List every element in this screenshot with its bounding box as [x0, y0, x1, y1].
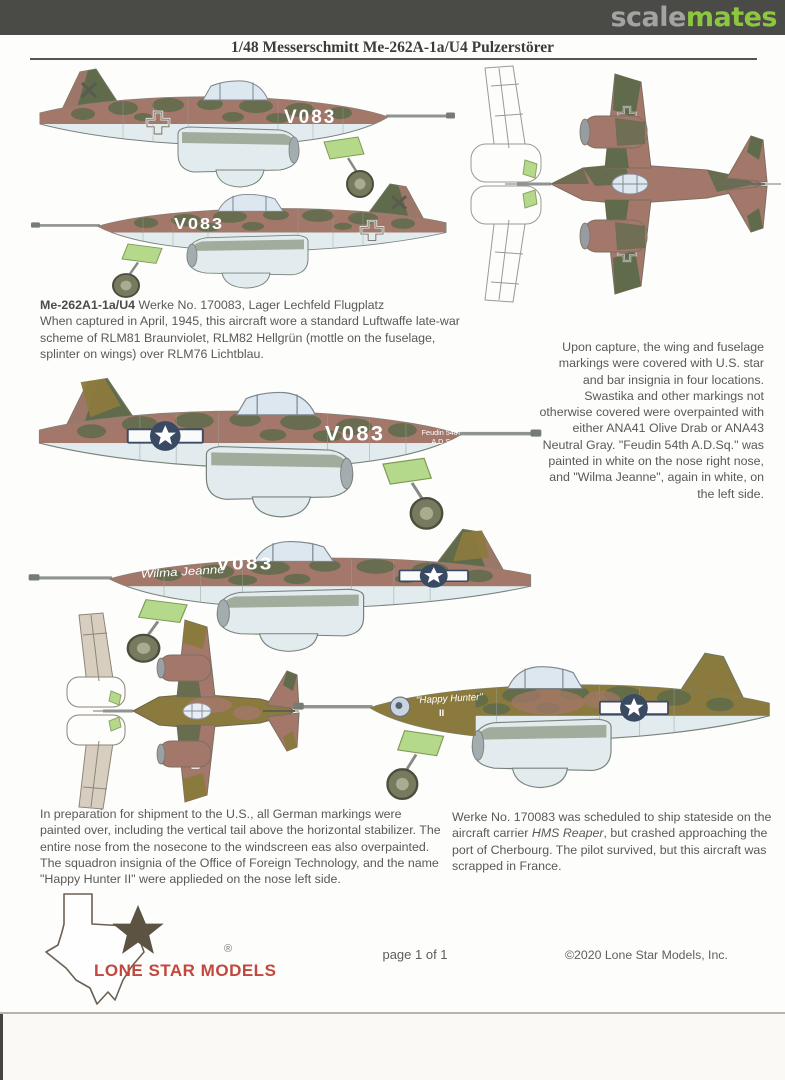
outline-wing-drawing-upper — [67, 613, 125, 707]
nose-script-name: "Happy Hunter" — [415, 691, 484, 707]
brand-part-green: mates — [685, 2, 777, 33]
logo-text: LONE STAR MODELS — [94, 961, 277, 980]
nose-script-name: Wilma Jeanne — [140, 562, 226, 581]
nose-cannon — [103, 710, 133, 713]
watermark-banner — [0, 0, 785, 35]
code-marking: V083 — [324, 421, 386, 446]
copyright-text: ©2020 Lone Star Models, Inc. — [565, 948, 728, 962]
ship-name: HMS Reaper — [531, 826, 604, 841]
intro-paragraph — [40, 297, 470, 362]
code-marking: V083 — [216, 554, 274, 575]
profile-view-german-right-side — [28, 176, 458, 304]
texas-outline-icon — [46, 894, 144, 1004]
plan-view-aircraft — [505, 74, 781, 294]
outline-wing-drawing-lower — [67, 715, 125, 809]
profile-view-happy-hunter — [290, 643, 783, 808]
engine-nacelle-lower — [159, 741, 211, 767]
nose-cannon — [517, 183, 551, 186]
code-marking: V083 — [284, 107, 337, 128]
registered-mark: ® — [224, 943, 233, 955]
page-title: 1/48 Messerschmitt Me-262A-1a/U4 Pulzerstörer — [231, 39, 554, 56]
nose-text-line2: A.D.Sq. — [431, 438, 457, 447]
scan-left-edge — [0, 1014, 3, 1080]
engine-nacelle-upper — [159, 655, 211, 681]
top-view-german-camo — [455, 56, 785, 311]
top-view-overpainted — [55, 605, 300, 820]
plan-view-aircraft — [93, 620, 299, 802]
code-marking: V083 — [174, 214, 225, 233]
intro-body: When captured in April, 1945, this aircraft wore a standard Luftwaffe late-war scheme of RLM81 Braunviolet, RLM82 Hellgrün (mottle on the fuselage, splinter on wings) over RLM76 Lichtblau. — [40, 314, 460, 361]
aircraft-designation: Me-262A1-1a/U4 — [40, 298, 136, 312]
brand-part-gray: scale — [610, 2, 686, 33]
profile-view-us-left-side — [25, 368, 545, 538]
page-number: page 1 of 1 — [382, 947, 448, 962]
shipment-notes: In preparation for shipment to the U.S., all German markings were painted over, including the vertical tail above the horizontal stabilizer. The entire nose from the nosecone to the windscreen eas also overpainted. The squadron insignia of the Office of Foreign Technology, and the name "Happy Hunter II" were applieded on the nose left side. — [40, 807, 441, 887]
capture-notes: Upon capture, the wing and fuselage markings were covered with U.S. star and bar insignia in four locations. Swastika and other markings not otherwise covered were overpainted with either ANA41 Olive Drab or ANA43 Neutral Gray. "Feudin 54th A.D.Sq." was painted in white on the nose right nose, and "Wilma Jeanne", again in white, on the left side. — [539, 340, 764, 501]
nose-text-line1: Feudin 54th — [421, 428, 460, 437]
intro-lead-line: Me-262A1-1a/U4 Werke No. 170083, Lager Lechfeld Flugplatz — [40, 298, 385, 312]
scan-bottom-area — [0, 1014, 785, 1080]
nose-numeral: II — [439, 707, 445, 718]
outline-wing-drawing-lower — [471, 186, 541, 302]
outline-wing-drawing-upper — [471, 66, 541, 182]
fate-notes: Werke No. 170083 was scheduled to ship stateside on the aircraft carrier HMS Reaper, but crashed approaching the port of Cherbourg. The pilot survived, but this aircraft was scrapped in France. — [452, 810, 772, 873]
scalemates-logo — [610, 4, 777, 31]
lone-star-models-logo — [28, 890, 278, 1015]
